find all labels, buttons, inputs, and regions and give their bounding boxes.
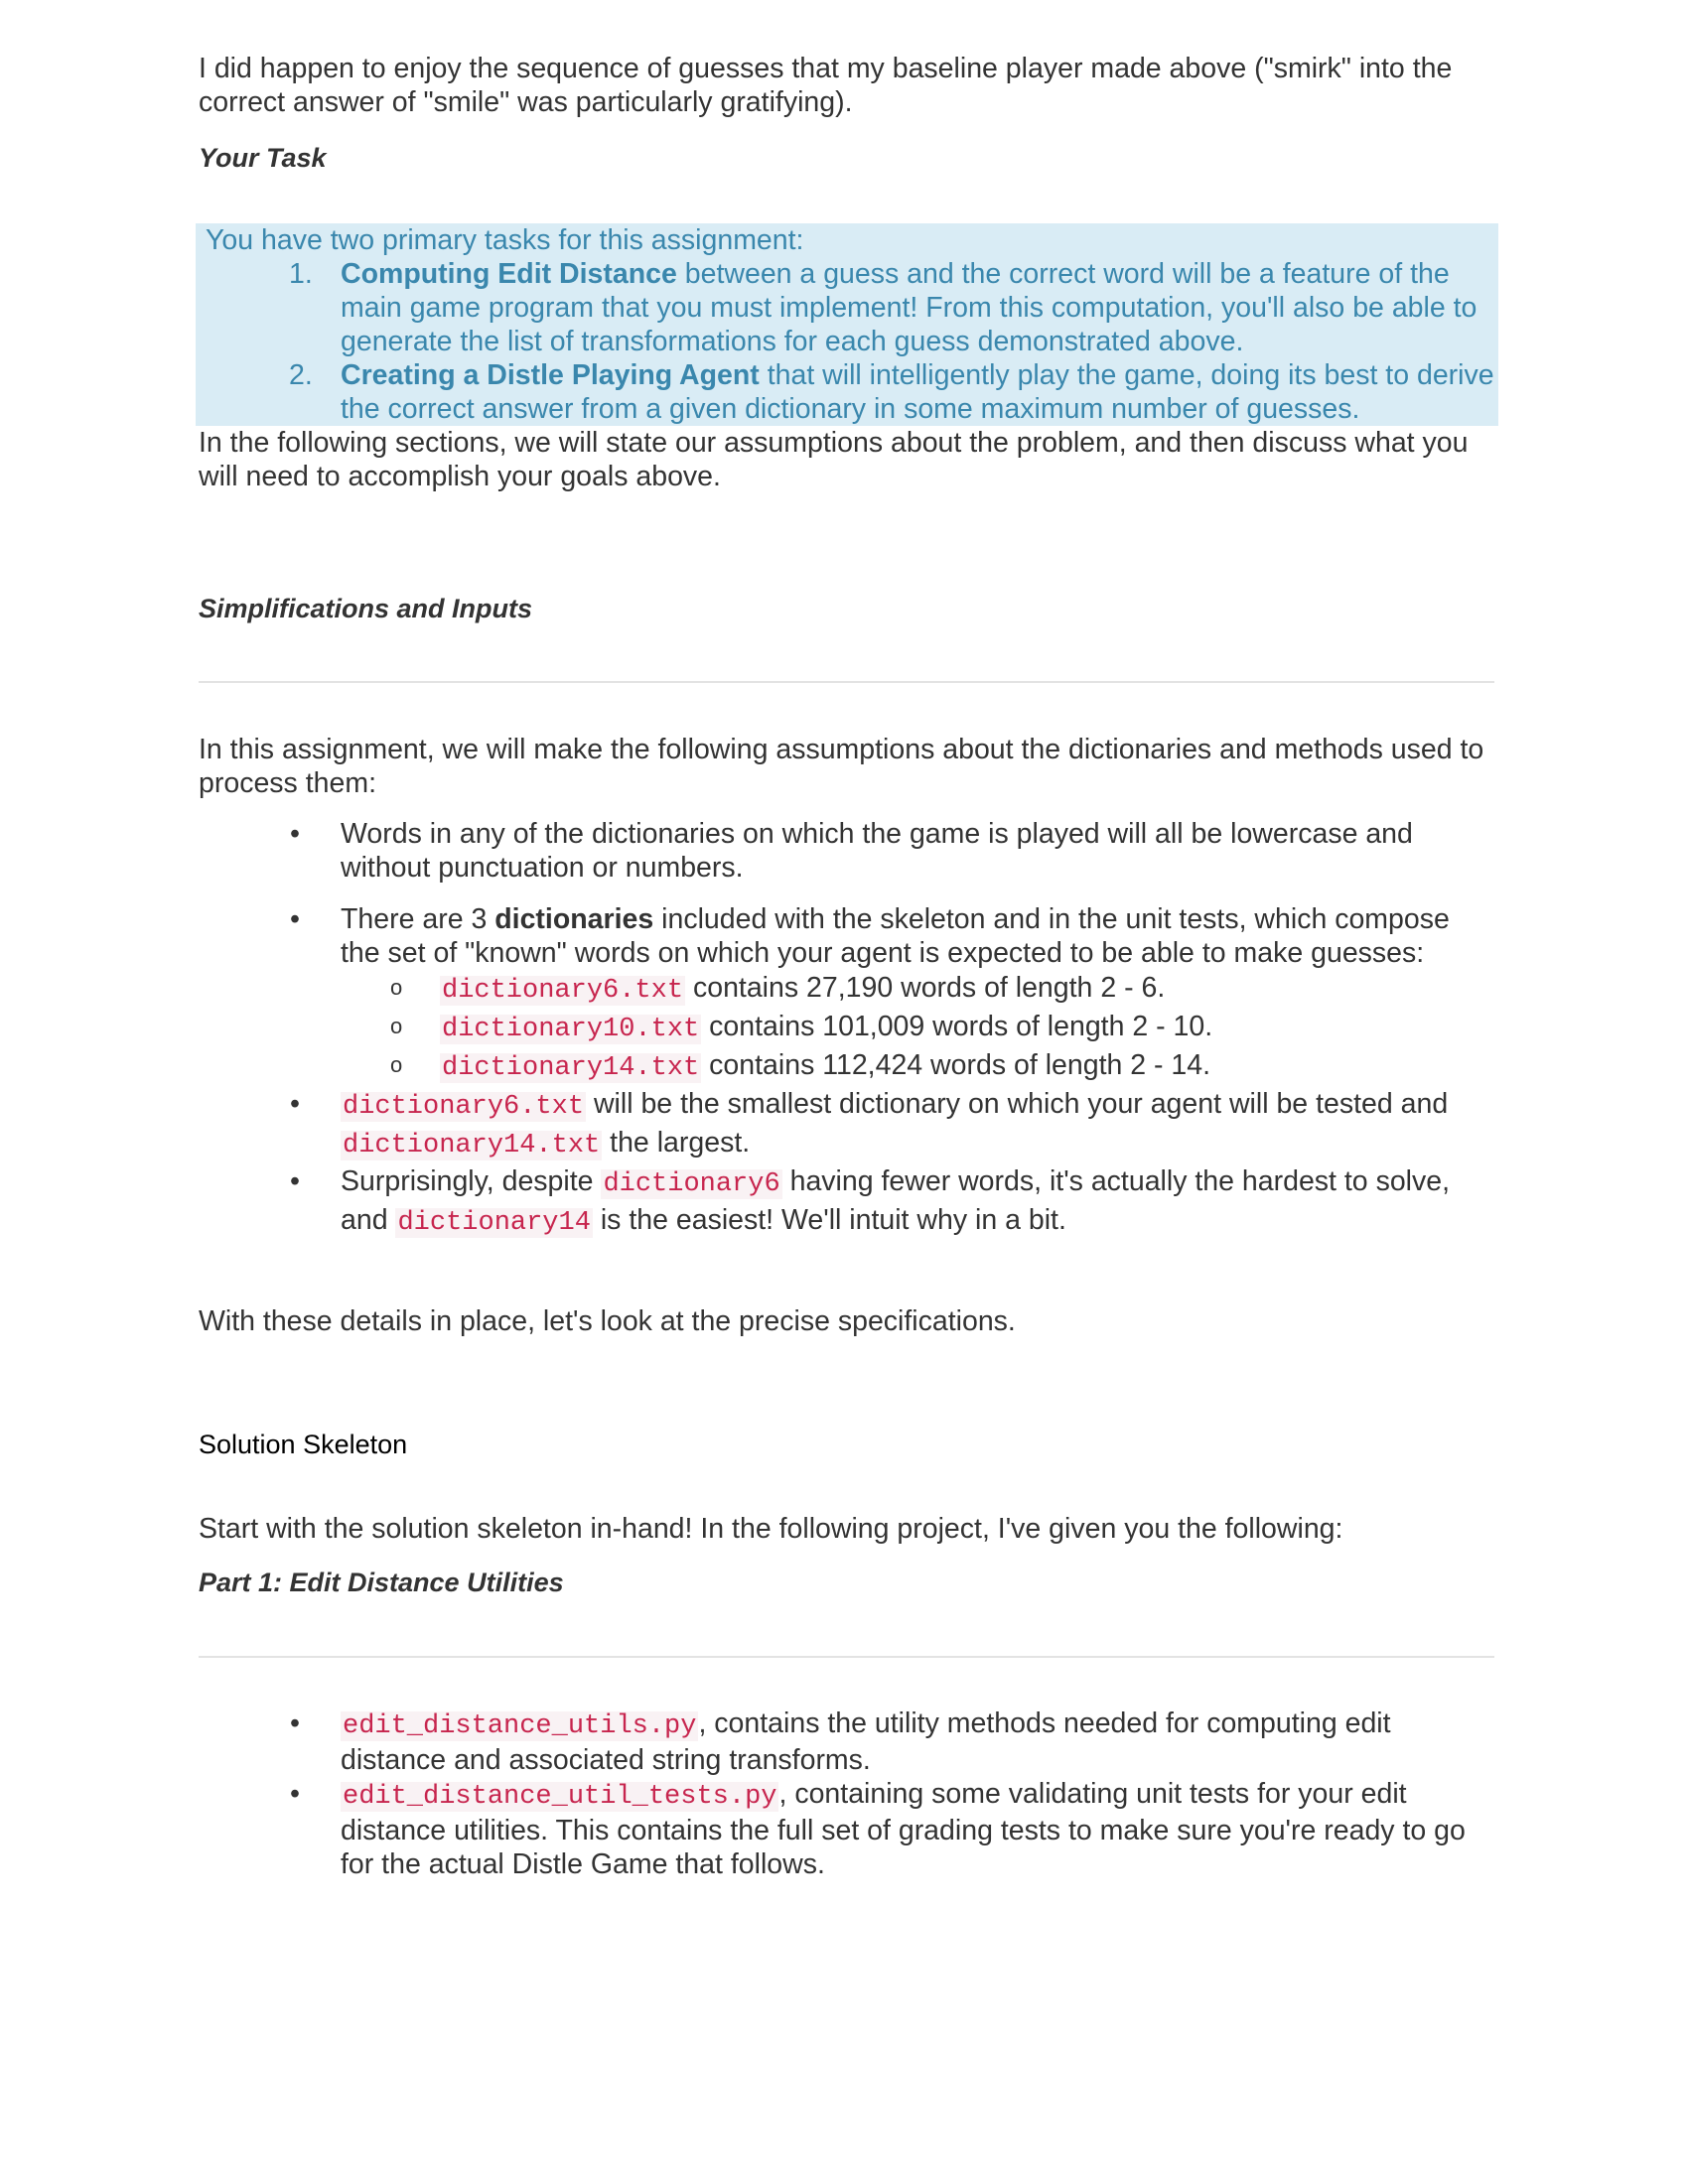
assumption-item-lowercase (199, 817, 1494, 885)
simplifications-heading: Simplifications and Inputs (199, 594, 533, 623)
skeleton-files-list (199, 1706, 1494, 1881)
task-followup-paragraph: In the following sections, we will state our assumptions about the problem, and then discuss what you will need to accomplish your goals above. (199, 427, 1469, 492)
highlighted-task-block (196, 223, 1498, 426)
document-page (199, 52, 1494, 1881)
solution-skeleton-heading: Solution Skeleton (199, 1430, 408, 1459)
dictionary-item (298, 1047, 1494, 1086)
dictionary-file: dictionary14.txt (442, 1053, 700, 1083)
note-item-sizes (199, 1086, 1494, 1163)
bullet-glyph: • (290, 903, 300, 935)
file-description: , containing some validating unit tests for your edit distance utilities. This contains the full set of grading tests to make sure you're ready to go for the actual Distle Game that follows. (341, 1778, 1466, 1880)
dictionary-file: dictionary6.txt (343, 1092, 585, 1122)
note-text: will be the smallest dictionary on which your agent will be tested and (586, 1088, 1449, 1120)
assumptions-list (199, 817, 1494, 970)
bullet-glyph: • (290, 1778, 300, 1810)
note-text: the largest. (602, 1127, 751, 1159)
dictionary-file: dictionary10.txt (442, 1015, 700, 1044)
assumptions-lead: In this assignment, we will make the following assumptions about the dictionaries and methods used to process them: (199, 734, 1484, 799)
skeleton-file-item (199, 1706, 1494, 1777)
task-text: that will intelligently play the game, doing its best to derive the correct answer from a given dictionary in some maximum number of guesses. (341, 359, 1494, 425)
dictionary-file: dictionary14 (397, 1208, 591, 1238)
note-text: is the easiest! We'll intuit why in a bit. (592, 1204, 1066, 1236)
bullet-glyph: • (290, 1088, 300, 1120)
bullet-glyph: • (290, 818, 300, 850)
dictionary-file: dictionary6 (603, 1169, 780, 1199)
assumption-text: Words in any of the dictionaries on which the game is played will all be lowercase and without punctuation or numbers. (341, 818, 1413, 884)
file-description: , contains the utility methods needed for computing edit distance and associated string transforms. (341, 1707, 1391, 1776)
python-file: edit_distance_util_tests.py (343, 1782, 777, 1812)
dictionary-file: dictionary14.txt (343, 1131, 601, 1160)
dictionaries-bold: dictionaries (494, 903, 654, 935)
note-text: Surprisingly, despite (341, 1165, 602, 1197)
task-lead: You have two primary tasks for this assignment: (206, 224, 804, 256)
task-title: Creating a Distle Playing Agent (341, 359, 760, 391)
your-task-heading: Your Task (199, 143, 327, 173)
task-number: 2. (289, 359, 313, 391)
assumption-text-post: included with the skeleton and in the unit tests, which compose the set of "known" words on which your agent is expected to be able to make guesses: (341, 903, 1450, 969)
dictionary-notes-list (199, 1086, 1494, 1241)
task-item-agent (196, 358, 1498, 426)
note-item-difficulty (199, 1163, 1494, 1241)
task-number: 1. (289, 258, 313, 290)
circle-bullet-glyph: o (390, 975, 403, 1000)
dictionary-item (298, 970, 1494, 1009)
assumption-text-pre: There are 3 (341, 903, 495, 935)
circle-bullet-glyph: o (390, 1014, 403, 1038)
dictionary-item (298, 1009, 1494, 1047)
task-text: between a guess and the correct word will be a feature of the main game program that you must implement! From this computation, you'll also be able to generate the list of transformations for each guess demonstrated above. (341, 258, 1477, 357)
bullet-glyph: • (290, 1165, 300, 1197)
note-text: having fewer words, it's actually the hardest to solve, and (341, 1165, 1451, 1236)
dictionary-desc: contains 101,009 words of length 2 - 10. (701, 1011, 1213, 1042)
dictionary-desc: contains 27,190 words of length 2 - 6. (685, 972, 1166, 1004)
bullet-glyph: • (290, 1707, 300, 1739)
task-list (196, 257, 1498, 426)
dictionary-file: dictionary6.txt (442, 976, 684, 1006)
specs-transition: With these details in place, let's look at the precise specifications. (199, 1305, 1016, 1337)
dictionary-desc: contains 112,424 words of length 2 - 14. (701, 1049, 1211, 1081)
task-title: Computing Edit Distance (341, 258, 677, 290)
python-file: edit_distance_utils.py (343, 1711, 697, 1741)
task-item-edit-distance (196, 257, 1498, 358)
intro-paragraph: I did happen to enjoy the sequence of guesses that my baseline player made above ("smirk" into the correct answer of "smile" was particularly gratifying). (199, 53, 1453, 118)
circle-bullet-glyph: o (390, 1052, 403, 1077)
part1-heading: Part 1: Edit Distance Utilities (199, 1568, 564, 1597)
dictionary-list (298, 970, 1494, 1086)
assumption-item-dictionaries (199, 902, 1494, 970)
skeleton-file-item (199, 1777, 1494, 1881)
skeleton-lead: Start with the solution skeleton in-hand! In the following project, I've given you the following: (199, 1513, 1343, 1545)
